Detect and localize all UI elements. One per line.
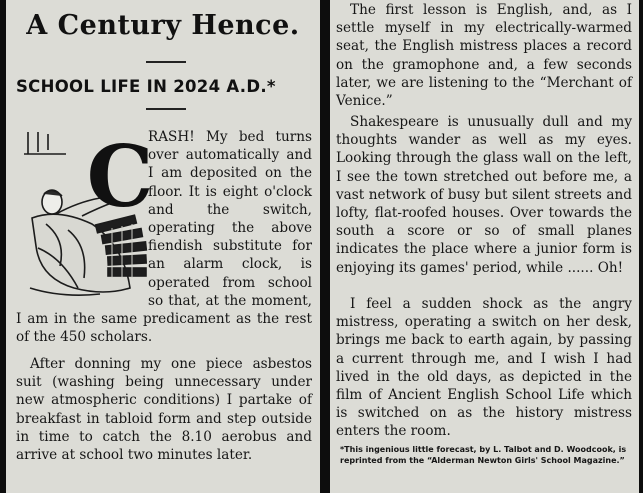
paragraph-2: The first lesson is English, and, as I settle myself in my electrically-warmed seat, the English mistress places a record on the gramophone and, a few seconds later, we are listening to the “Merchant of Venice.” [336,2,632,110]
drop-cap: C [86,128,154,226]
paragraph-4: I feel a sudden shock as the angry mistress, operating a switch on her desk, brings me back to earth again, by passing a current through me, and I wish I had lived in the old days, as depicted in the film of Ancient English School Life which is switched on as the history mistress enters the room. [336,296,632,440]
left-column [6,0,320,493]
title-rule [146,61,186,63]
paragraph-3: Shakespeare is unusually dull and my thoughts wander as well as my eyes. Looking through the glass wall on the left, I see the town stretched out before me, a vast network of busy but silent streets and lofty, flat-roofed houses. Over towards the south a score or so of small planes indicates the place where a junior form is enjoying its games' period, while ...... Oh! [336,114,632,276]
subtitle-rule [146,108,186,110]
right-column [330,0,639,493]
footnote: *This ingenious little forecast, by L. Talbot and D. Woodcook, is reprinted from the “Alderman Newton Girls' School Magazine.” [340,445,627,465]
article-subtitle: SCHOOL LIFE IN 2024 A.D.* [16,77,276,96]
paragraph-1: After donning my one piece asbestos suit (washing being unnecessary under new atmospheric conditions) I partake of breakfast in tabloid form and step outside in time to catch the 8.10 aerobus and arrive at school two minutes later. [16,356,312,464]
article-title: A Century Hence. [26,10,300,41]
drop-cap-text: RASH! My bed turns over automatically and I am deposited on the floor. It is eight o'clock and the switch, operating the above fiendish substitute for an alarm clock, is operated from school so that, at the moment, I am in the same predicament as the rest of the 450 scholars. [16,129,312,346]
